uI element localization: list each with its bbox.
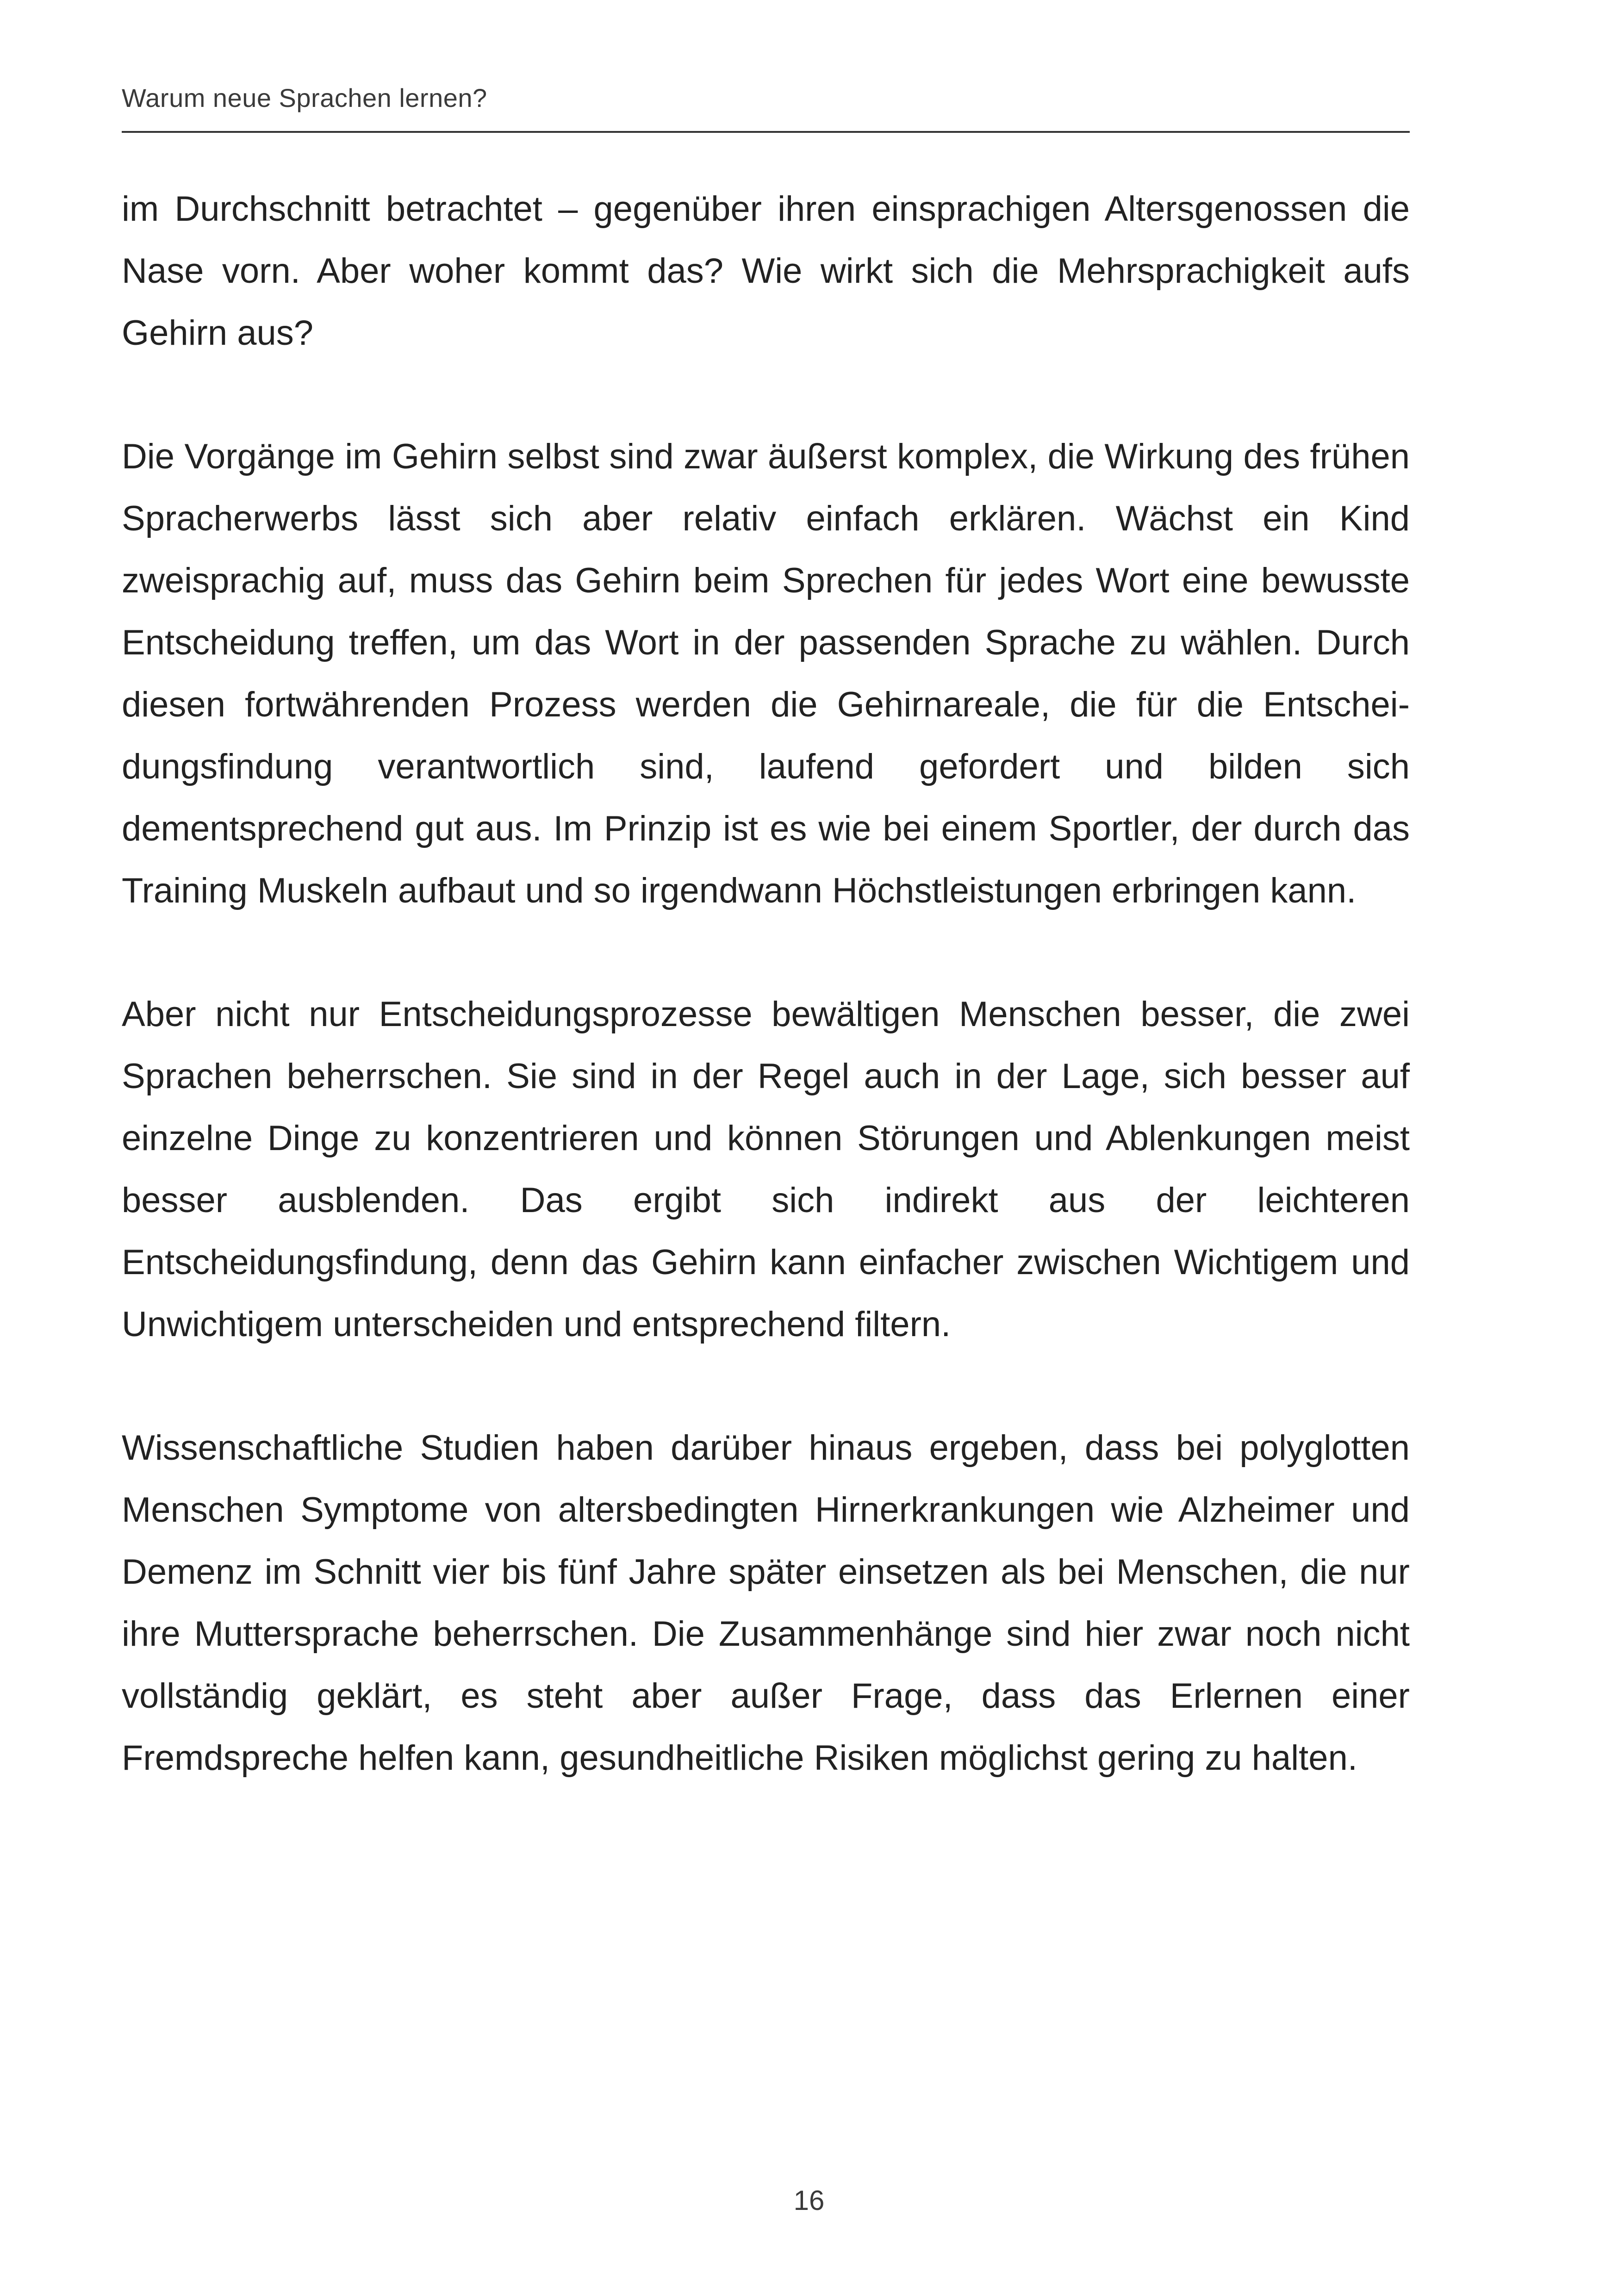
running-header-title: Warum neue Sprachen lernen? — [122, 83, 487, 112]
body-text — [122, 178, 1410, 1789]
paragraph: Aber nicht nur Entscheidungsprozesse bewältigen Menschen besser, die zwei Sprachen beherrschen. Sie sind in der Regel auch in der Lage, sich besser auf einzelne Dinge zu konzentrieren und können Störungen und Ablenkungen meist besser ausblenden. Das ergibt sich indirekt aus der leichteren Entscheidungsfindung, denn das Gehirn kann einfacher zwischen Wichtigem und Unwichtigem unterscheiden und entsprechend filtern. — [122, 995, 1410, 1344]
page-number: 16 — [793, 2185, 825, 2216]
paragraph: im Durchschnitt betrachtet – gegenüber ihren einsprachigen Altersgenossen die Nase vorn. Aber woher kommt das? Wie wirkt sich die Mehrsprachigkeit aufs Gehirn aus? — [122, 189, 1410, 353]
header-divider — [122, 131, 1410, 133]
paragraph: Wissenschaftliche Studien haben darüber hinaus ergeben, dass bei polyglotten Menschen Symptome von altersbedingten Hirnerkrankungen wie Alzheimer und Demenz im Schnitt vier bis fünf Jahre später einsetzen als bei Menschen, die nur ihre Muttersprache beherrschen. Die Zusammenhänge sind hier zwar noch nicht vollständig geklärt, es steht aber außer Frage, dass das Erlernen einer Fremdspreche helfen kann, gesundheitliche Risiken möglichst gering zu halten. — [122, 1428, 1410, 1778]
paragraph: Die Vorgänge im Gehirn selbst sind zwar äußerst komplex, die Wirkung des frühen Spracherwerbs lässt sich aber relativ einfach erklären. Wächst ein Kind zweisprachig auf, muss das Gehirn beim Sprechen für jedes Wort eine bewusste Entscheidung treffen, um das Wort in der passenden Sprache zu wählen. Durch diesen fortwährenden Prozess werden die Gehirnareale, die für die Entscheidungsfindung verantwortlich sind, laufend gefordert und bilden sich dementsprechend gut aus. Im Prinzip ist es wie bei einem Sportler, der durch das Training Muskeln aufbaut und so irgendwann Höchstleistungen erbringen kann. — [122, 437, 1410, 910]
